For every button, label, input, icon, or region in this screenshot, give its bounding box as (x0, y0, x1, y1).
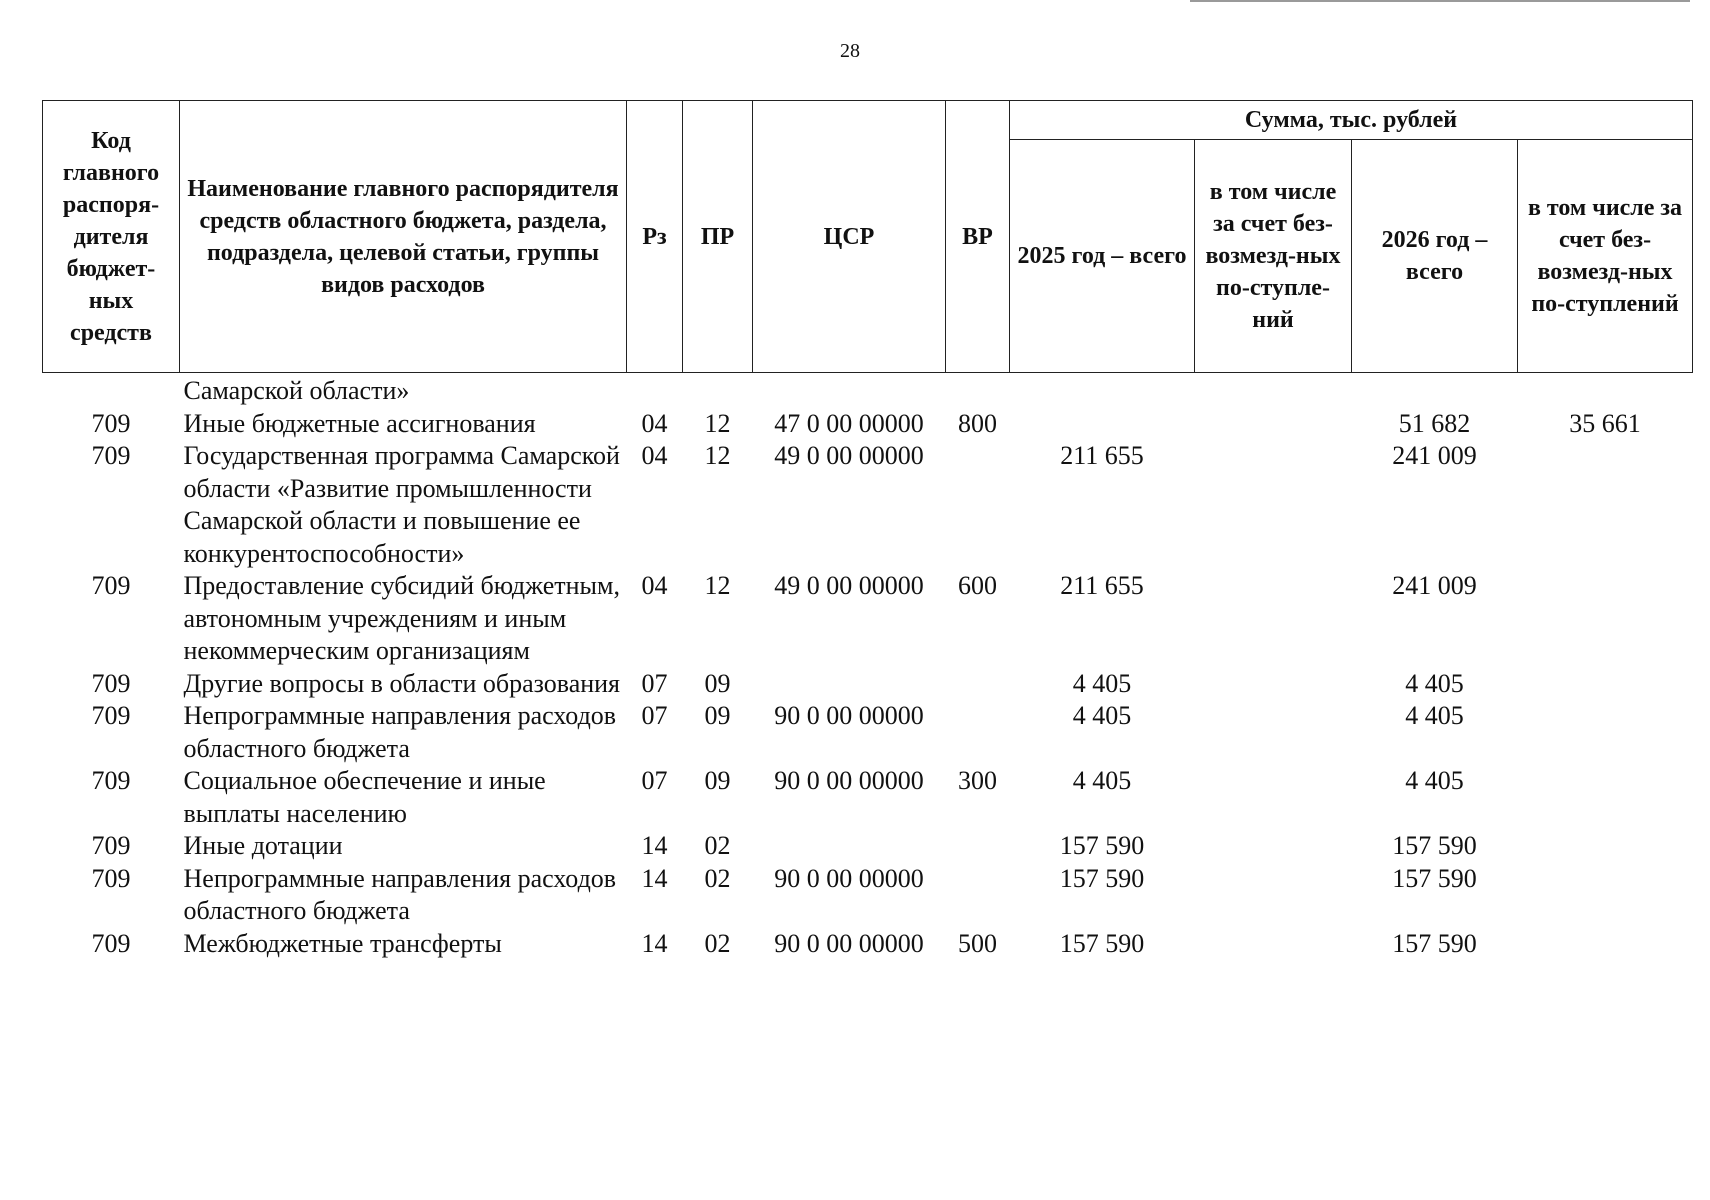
cell-name: Непрограммные направления расходов областного бюджета (183, 701, 617, 763)
cell-2025-grants (1195, 373, 1352, 408)
cell-2026-grants (1518, 668, 1693, 701)
cell-rz: 04 (641, 571, 668, 600)
cell-2026-total: 241 009 (1392, 571, 1477, 600)
cell-pr: 12 (704, 571, 731, 600)
cell-name: Социальное обеспечение и иные выплаты населению (183, 766, 546, 828)
header-2026-grants: в том числе за счет без-возмезд-ных по-ступлений (1518, 140, 1693, 373)
header-code: Код главного распоря-дителя бюджет-ных средств (43, 101, 180, 373)
header-2025-total: 2025 год – всего (1010, 140, 1195, 373)
cell-2026-grants: 35 661 (1569, 408, 1641, 438)
cell-vr: 800 (958, 408, 997, 438)
cell-2026-total: 4 405 (1405, 766, 1464, 795)
header-name: Наименование главного распорядителя средств областного бюджета, раздела, подраздела, целевой статьи, группы видов расходов (180, 101, 627, 373)
cell-csr: 90 0 00 00000 (774, 928, 924, 958)
cell-rz: 07 (641, 668, 668, 698)
cell-csr: 90 0 00 00000 (774, 863, 924, 893)
header-pr: ПР (683, 101, 753, 373)
cell-2026-grants (1518, 863, 1693, 928)
table-row (43, 373, 1693, 408)
cell-rz: 07 (641, 766, 668, 795)
table-row (43, 765, 1693, 830)
cell-2025-total: 211 655 (1060, 441, 1144, 470)
cell-code: 709 (91, 408, 131, 438)
table-row (43, 700, 1693, 765)
cell-2025-total: 157 590 (1059, 928, 1145, 958)
cell-2025-total: 4 405 (1072, 668, 1132, 698)
table-row (43, 440, 1693, 570)
cell-2026-total: 157 590 (1392, 831, 1477, 860)
cell-pr: 09 (704, 766, 731, 795)
cell-2025-grants (1195, 700, 1352, 765)
cell-2025-total (1010, 373, 1195, 408)
cell-rz: 14 (641, 928, 668, 958)
cell-pr: 12 (704, 408, 731, 438)
cell-vr (946, 668, 1010, 701)
cell-csr: 49 0 00 00000 (774, 571, 924, 600)
cell-code: 709 (91, 831, 131, 860)
cell-code: 709 (91, 863, 131, 893)
cell-csr: 90 0 00 00000 (774, 701, 924, 730)
cell-name: Иные дотации (183, 831, 343, 860)
cell-2025-grants (1195, 765, 1352, 830)
cell-2026-total: 157 590 (1392, 928, 1477, 958)
cell-2026-grants (1518, 373, 1693, 408)
header-rz: Рз (627, 101, 683, 373)
table-row (43, 668, 1693, 701)
cell-vr (946, 700, 1010, 765)
cell-code: 709 (91, 668, 131, 698)
cell-pr: 09 (704, 701, 731, 730)
cell-vr: 300 (958, 766, 997, 795)
cell-code: 709 (91, 701, 131, 730)
cell-vr (946, 830, 1010, 863)
cell-csr: 47 0 00 00000 (774, 408, 924, 438)
cell-2025-grants (1195, 440, 1352, 570)
cell-2025-total: 211 655 (1060, 571, 1144, 600)
cell-2025-total: 4 405 (1072, 766, 1132, 795)
cell-2026-grants (1518, 928, 1693, 961)
cell-2025-total: 4 405 (1072, 701, 1132, 730)
cell-code: 709 (91, 766, 131, 795)
cell-csr (753, 373, 946, 408)
cell-name: Государственная программа Самарской области «Развитие промышленности Самарской области и повышение ее конкурентоспособности» (183, 441, 620, 568)
table-row (43, 863, 1693, 928)
header-vr: ВР (946, 101, 1010, 373)
cell-csr: 90 0 00 00000 (774, 766, 924, 795)
cell-csr (753, 830, 946, 863)
table-row (43, 830, 1693, 863)
cell-2025-grants (1195, 928, 1352, 961)
cell-name: Другие вопросы в области образования (183, 668, 621, 698)
cell-pr: 09 (704, 668, 731, 698)
cell-rz: 04 (641, 441, 668, 470)
header-2025-grants: в том числе за счет без-возмезд-ных по-ступле-ний (1195, 140, 1352, 373)
cell-vr (946, 373, 1010, 408)
budget-table (42, 100, 1693, 960)
header-csr: ЦСР (753, 101, 946, 373)
cell-2026-grants (1518, 830, 1693, 863)
cell-2025-grants (1195, 830, 1352, 863)
cell-2025-total: 157 590 (1059, 863, 1145, 893)
cell-2026-grants (1518, 765, 1693, 830)
cell-2026-total: 4 405 (1405, 668, 1464, 698)
header-2026-total: 2026 год – всего (1352, 140, 1518, 373)
table-row (43, 408, 1693, 441)
cell-rz: 04 (641, 408, 668, 438)
cell-2026-grants (1518, 440, 1693, 570)
table-row (43, 928, 1693, 961)
cell-2026-total: 241 009 (1392, 441, 1477, 470)
cell-pr (683, 373, 753, 408)
cell-name: Иные бюджетные ассигнования (183, 408, 536, 438)
cell-vr (946, 863, 1010, 928)
cell-2026-total: 51 682 (1398, 408, 1471, 438)
cell-pr: 12 (704, 441, 731, 470)
header-sum: Сумма, тыс. рублей (1010, 101, 1693, 140)
cell-2025-grants (1195, 570, 1352, 668)
cell-vr (946, 440, 1010, 570)
cell-pr: 02 (704, 928, 731, 958)
cell-2026-grants (1518, 700, 1693, 765)
cell-name: Непрограммные направления расходов областного бюджета (183, 863, 617, 925)
cell-csr: 49 0 00 00000 (774, 441, 924, 470)
scan-artifact-line (1190, 0, 1690, 2)
cell-pr: 02 (704, 831, 731, 860)
cell-rz: 14 (641, 831, 668, 860)
cell-pr: 02 (704, 863, 731, 893)
table-body (43, 373, 1693, 961)
cell-name: Самарской области» (183, 376, 410, 405)
cell-vr: 500 (958, 928, 997, 958)
table-row (43, 570, 1693, 668)
cell-2026-grants (1518, 570, 1693, 668)
cell-2026-total (1352, 373, 1518, 408)
cell-code (43, 373, 180, 408)
page-number: 28 (840, 40, 860, 62)
cell-name: Межбюджетные трансферты (183, 928, 502, 958)
cell-2025-total: 157 590 (1059, 831, 1145, 860)
cell-2025-grants (1195, 408, 1352, 441)
table-header (43, 101, 1693, 373)
cell-rz (627, 373, 683, 408)
cell-code: 709 (91, 928, 131, 958)
cell-2026-total: 157 590 (1392, 863, 1477, 893)
cell-2025-grants (1195, 668, 1352, 701)
cell-name: Предоставление субсидий бюджетным, автономным учреждениям и иным некоммерческим организациям (183, 571, 620, 665)
cell-code: 709 (91, 571, 131, 600)
cell-csr (753, 668, 946, 701)
cell-2025-total (1010, 408, 1195, 441)
cell-vr: 600 (958, 571, 997, 600)
cell-rz: 14 (641, 863, 668, 893)
cell-code: 709 (91, 441, 131, 470)
cell-rz: 07 (641, 701, 668, 730)
cell-2026-total: 4 405 (1405, 701, 1464, 730)
cell-2025-grants (1195, 863, 1352, 928)
